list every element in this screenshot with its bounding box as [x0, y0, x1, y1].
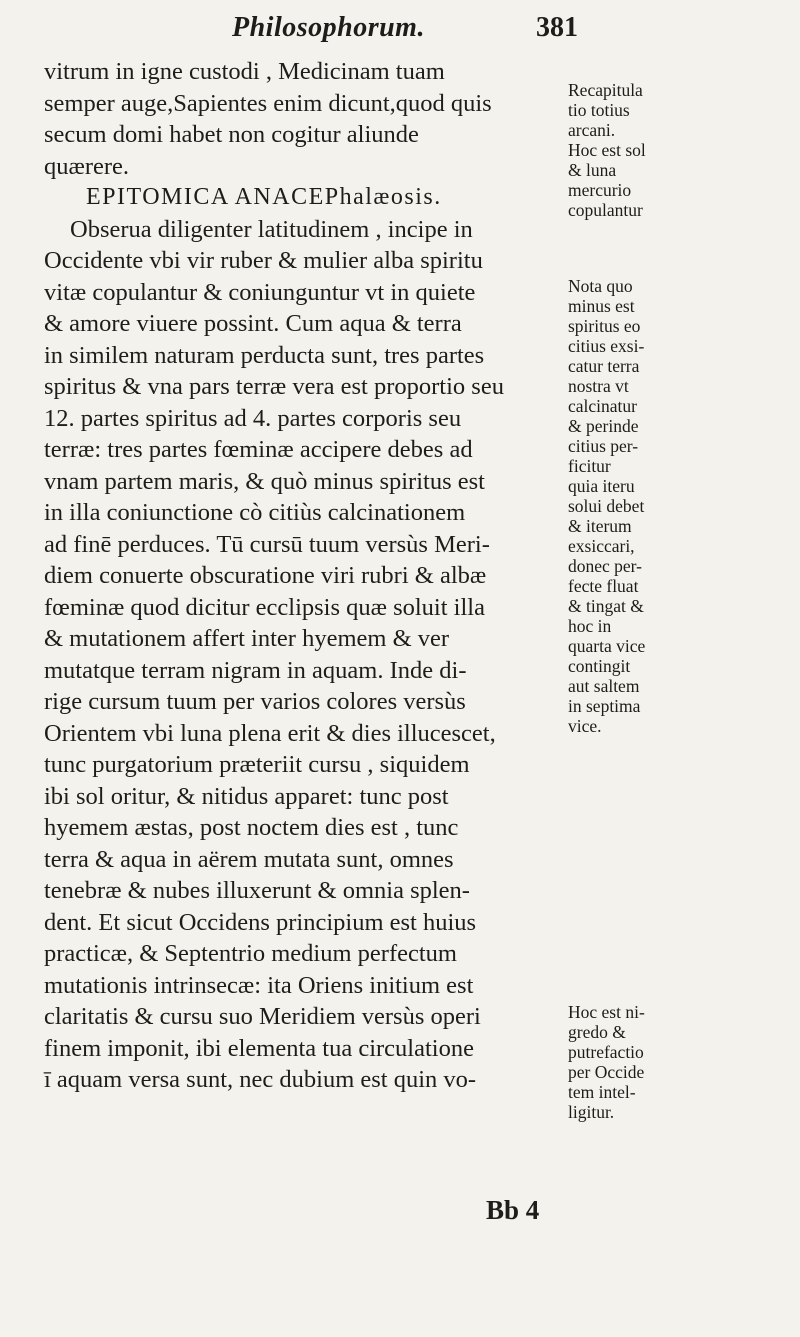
- section-heading: EPITOMICA ANACEPhalæosis.: [86, 184, 442, 210]
- margin-note-line: mercurio: [568, 180, 632, 200]
- text-line: tenebræ & nubes illuxerunt & omnia splen-: [44, 877, 470, 904]
- margin-note-line: citius per-: [568, 436, 639, 456]
- margin-note-line: solui debet: [568, 496, 645, 516]
- signature-mark: Bb 4: [486, 1195, 540, 1225]
- margin-note-proportion: [568, 276, 700, 736]
- margin-note-line: & tingat &: [568, 596, 644, 616]
- margin-note-line: quarta vice: [568, 636, 646, 656]
- text-line: hyemem æstas, post noctem dies est , tunc: [44, 814, 459, 841]
- text-line: fœminæ quod dicitur ecclipsis quæ soluit illa: [44, 593, 485, 621]
- margin-note-line: per Occide: [568, 1062, 645, 1082]
- margin-note-line: ligitur.: [568, 1102, 615, 1122]
- text-line: practicæ, & Septentrio medium perfectum: [44, 940, 457, 967]
- text-line: semper auge,Sapientes enim dicunt,quod quis: [44, 89, 492, 117]
- text-line: spiritus & vna pars terræ vera est proportio seu: [44, 373, 504, 400]
- page-number: 381: [536, 12, 578, 43]
- margin-note-line: hoc in: [568, 616, 612, 636]
- margin-note-line: Hoc est ni-: [568, 1002, 645, 1022]
- page-header: [0, 8, 800, 48]
- text-line: terra & aqua in aërem mutata sunt, omnes: [44, 845, 454, 873]
- text-line: Obserua diligenter latitudinem , incipe in: [70, 215, 473, 243]
- margin-note-line: gredo &: [568, 1022, 626, 1042]
- text-line: ad finē perduces. Tū cursū tuum versùs Meri-: [44, 530, 490, 558]
- text-line: rige cursum tuum per varios colores versùs: [44, 688, 466, 715]
- text-line: vitæ copulantur & coniunguntur vt in quiete: [44, 278, 476, 306]
- margin-note-line: arcani.: [568, 120, 616, 140]
- margin-note-line: citius exsi-: [568, 336, 645, 356]
- margin-note-line: Nota quo: [568, 276, 633, 296]
- margin-note-line: in septima: [568, 696, 641, 716]
- margin-note-line: & luna: [568, 160, 617, 180]
- text-line: ibi sol oritur, & nitidus apparet: tunc post: [44, 782, 449, 810]
- text-line: tunc purgatorium præteriit cursu , siquidem: [44, 751, 470, 778]
- margin-note-line: & perinde: [568, 416, 639, 436]
- margin-note-line: & iterum: [568, 516, 632, 536]
- text-line: & amore viuere possint. Cum aqua & terra: [44, 310, 462, 337]
- margin-note-line: spiritus eo: [568, 316, 641, 336]
- margin-note-line: Hoc est sol: [568, 140, 646, 160]
- text-line: secum domi habet non cogitur aliunde: [44, 121, 419, 148]
- margin-note-nigredo: [568, 1002, 700, 1122]
- margin-note-line: vice.: [568, 716, 602, 736]
- margin-note-line: nostra vt: [568, 376, 629, 396]
- text-line: in illa coniunctione cò citiùs calcinationem: [44, 499, 466, 526]
- text-line: terræ: tres partes fœminæ accipere debes ad: [44, 436, 473, 463]
- margin-note-line: ficitur: [568, 456, 611, 476]
- margin-note-line: exsiccari,: [568, 536, 635, 556]
- text-line: mutationis intrinsecæ: ita Oriens initium est: [44, 971, 474, 999]
- text-line: in similem naturam perducta sunt, tres partes: [44, 341, 485, 369]
- text-line: vnam partem maris, & quò minus spiritus est: [44, 467, 485, 495]
- margin-note-recapitulation: [568, 80, 700, 220]
- margin-note-line: aut saltem: [568, 676, 640, 696]
- margin-note-line: fecte fluat: [568, 576, 639, 596]
- text-line: dent. Et sicut Occidens principium est huius: [44, 908, 477, 936]
- margin-note-line: donec per-: [568, 556, 642, 576]
- margin-note-line: tem intel-: [568, 1082, 636, 1102]
- margin-note-line: putrefactio: [568, 1042, 644, 1062]
- margin-note-line: copulantur: [568, 200, 643, 220]
- margin-note-line: Recapitula: [568, 80, 643, 100]
- running-title: Philosophorum.: [232, 12, 425, 43]
- margin-note-line: quia iteru: [568, 476, 635, 496]
- text-line: vitrum in igne custodi , Medicinam tuam: [44, 58, 445, 85]
- text-line: Occidente vbi vir ruber & mulier alba spiritu: [44, 247, 483, 274]
- text-line: quærere.: [44, 152, 130, 180]
- margin-note-line: minus est: [568, 296, 635, 316]
- margin-note-line: tio totius: [568, 100, 630, 120]
- text-line: 12. partes spiritus ad 4. partes corporis seu: [44, 404, 462, 432]
- margin-note-line: calcinatur: [568, 396, 637, 416]
- text-line: claritatis & cursu suo Meridiem versùs operi: [44, 1003, 481, 1030]
- text-line: Orientem vbi luna plena erit & dies illucescet,: [44, 719, 496, 747]
- body-text: [44, 56, 559, 1096]
- margin-note-line: contingit: [568, 656, 631, 676]
- text-line: diem conuerte obscuratione viri rubri & albæ: [44, 562, 487, 589]
- margin-note-line: catur terra: [568, 356, 640, 376]
- text-line: finem imponit, ibi elementa tua circulatione: [44, 1034, 474, 1062]
- text-line: & mutationem affert inter hyemem & ver: [44, 625, 450, 652]
- text-line: mutatque terram nigram in aquam. Inde di-: [44, 656, 467, 684]
- text-line: ī aquam versa sunt, nec dubium est quin vo-: [44, 1066, 477, 1093]
